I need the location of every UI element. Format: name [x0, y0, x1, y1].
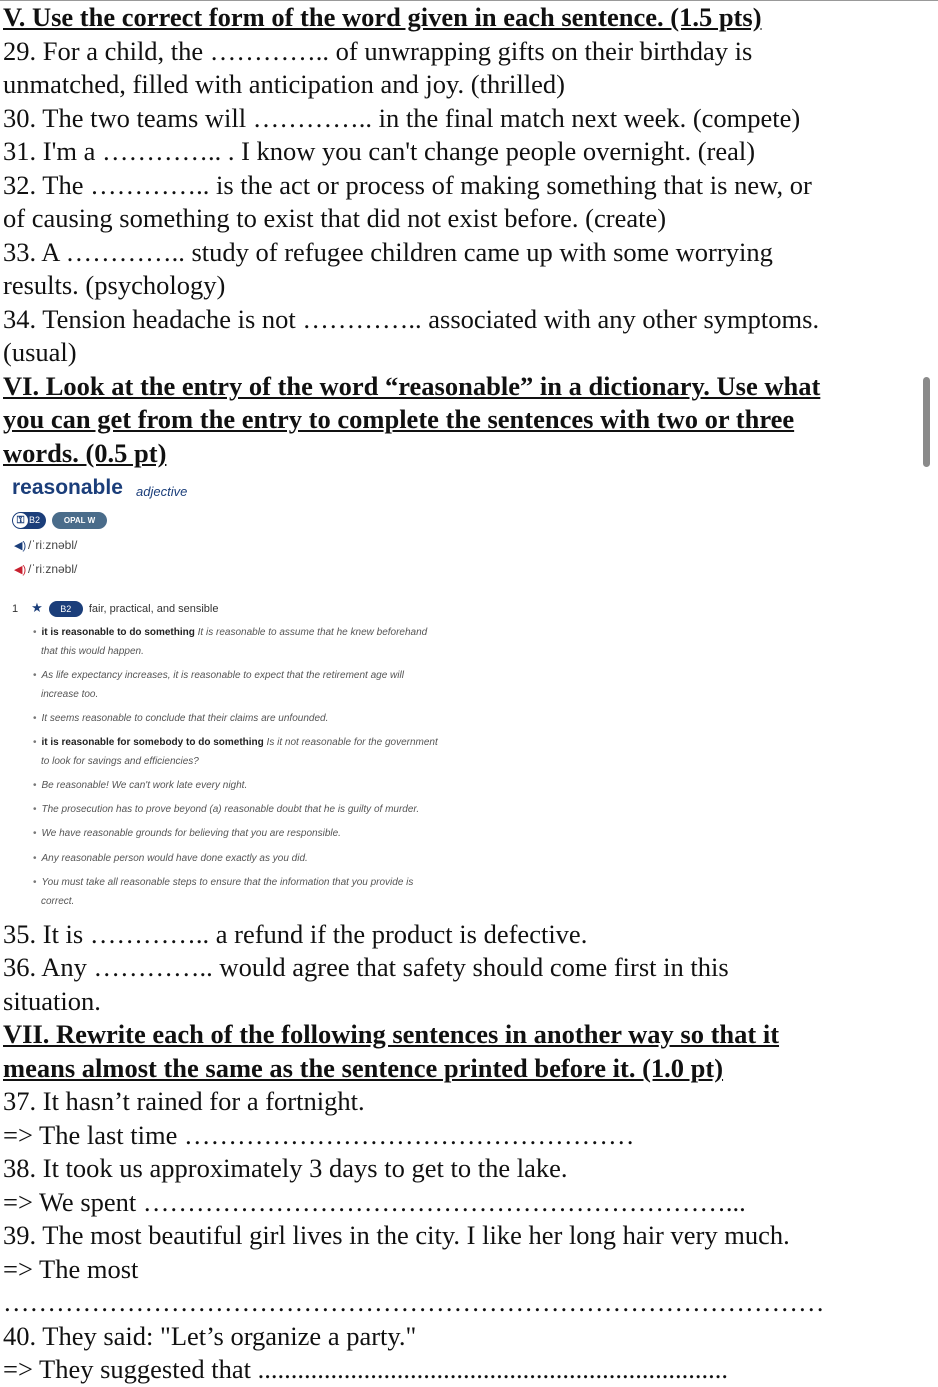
answer-40: => They suggested that .......................................................................: [3, 1354, 728, 1384]
example-line: [41, 893, 501, 911]
bullet-icon: •: [33, 877, 37, 888]
scrollbar[interactable]: [923, 377, 930, 467]
part-of-speech: adjective: [136, 484, 188, 499]
star-icon: ★: [31, 600, 43, 615]
example-line: [33, 667, 493, 685]
question-29-line-2: unmatched, filled with anticipation and joy. (thrilled): [3, 69, 565, 99]
bullet-icon: •: [33, 780, 37, 791]
example-text: The prosecution has to prove beyond (a) reasonable doubt that he is guilty of murder.: [41, 804, 420, 815]
answer-37: => The last time ……………………………………………: [3, 1120, 635, 1150]
pronunciation-uk-text: /ˈriːznəbl/: [28, 538, 78, 552]
question-33-line-2: results. (psychology): [3, 270, 226, 300]
question-36-line-1: 36. Any ………….. would agree that safety should come first in this: [3, 952, 729, 982]
example-line: [33, 777, 493, 795]
bullet-icon: •: [33, 853, 37, 864]
example-text: to look for savings and efficiencies?: [41, 756, 199, 767]
speaker-icon[interactable]: ◀): [14, 564, 27, 576]
answer-39-start: => The most: [3, 1254, 139, 1284]
example-text: It seems reasonable to conclude that their claims are unfounded.: [41, 713, 329, 724]
pronunciation-us-text: /ˈriːznəbl/: [28, 562, 78, 576]
example-text: Is it not reasonable for the government: [263, 737, 438, 748]
example-line: [41, 643, 501, 661]
section-7-heading-line-2: means almost the same as the sentence printed before it. (1.0 pt): [3, 1053, 724, 1083]
example-pattern: it is reasonable to do something: [41, 627, 195, 638]
bullet-icon: •: [33, 713, 37, 724]
example-line: [41, 686, 501, 704]
question-34-line-1: 34. Tension headache is not ………….. associated with any other symptoms.: [3, 304, 820, 334]
example-text: We have reasonable grounds for believing that you are responsible.: [41, 828, 341, 839]
example-pattern: it is reasonable for somebody to do something: [41, 737, 264, 748]
question-37: 37. It hasn’t rained for a fortnight.: [3, 1086, 365, 1116]
question-30: 30. The two teams will ………….. in the final match next week. (compete): [3, 103, 801, 133]
question-34-line-2: (usual): [3, 337, 77, 367]
oxford-level-badge: [12, 512, 46, 529]
example-line: [33, 624, 493, 642]
example-line: [33, 734, 493, 752]
sense-definition: fair, practical, and sensible: [88, 603, 219, 615]
key-icon: ⚿: [13, 513, 28, 528]
bullet-icon: •: [33, 737, 37, 748]
sense-number: 1: [12, 603, 19, 615]
section-6-heading-line-2: you can get from the entry to complete the sentences with two or three: [3, 404, 795, 434]
question-32-line-2: of causing something to exist that did not exist before. (create): [3, 203, 667, 233]
dictionary-entry: [0, 470, 938, 910]
example-line: [33, 850, 493, 868]
question-33-line-1: 33. A ………….. study of refugee children came up with some worrying: [3, 237, 773, 267]
sense-1: [12, 600, 218, 617]
example-line: [33, 825, 493, 843]
bullet-icon: •: [33, 627, 37, 638]
example-text: correct.: [41, 896, 75, 907]
speaker-icon[interactable]: ◀): [14, 540, 27, 552]
example-text: Be reasonable! We can't work late every night.: [41, 780, 248, 791]
section-6-heading-line-1: VI. Look at the entry of the word “reasonable” in a dictionary. Use what: [3, 371, 821, 401]
example-line: [41, 753, 501, 771]
section-5-heading: V. Use the correct form of the word given in each sentence. (1.5 pts): [3, 2, 762, 32]
example-line: [33, 710, 493, 728]
example-line: [33, 801, 493, 819]
dictionary-headword: reasonable: [12, 476, 123, 499]
question-31: 31. I'm a ………….. . I know you can't change people overnight. (real): [3, 136, 756, 166]
bullet-icon: •: [33, 828, 37, 839]
example-text: that this would happen.: [41, 646, 144, 657]
pronunciation-uk[interactable]: [14, 538, 77, 552]
sense-level-badge: B2: [49, 601, 83, 617]
question-36-line-2: situation.: [3, 986, 101, 1016]
question-29-line-1: 29. For a child, the ………….. of unwrapping gifts on their birthday is: [3, 36, 753, 66]
opal-badge: OPAL W: [52, 512, 107, 529]
answer-39-dots: …………………………………………………………………………………: [3, 1287, 825, 1317]
example-text: As life expectancy increases, it is reasonable to expect that the retirement age will: [41, 670, 404, 681]
section-7-heading-line-1: VII. Rewrite each of the following sentences in another way so that it: [3, 1019, 780, 1049]
question-38: 38. It took us approximately 3 days to get to the lake.: [3, 1153, 568, 1183]
section-6-heading-line-3: words. (0.5 pt): [3, 438, 167, 468]
question-35: 35. It is ………….. a refund if the product is defective.: [3, 919, 588, 949]
question-40: 40. They said: "Let’s organize a party.": [3, 1321, 417, 1351]
example-text: Any reasonable person would have done exactly as you did.: [41, 853, 308, 864]
question-39: 39. The most beautiful girl lives in the city. I like her long hair very much.: [3, 1220, 790, 1250]
example-text: increase too.: [41, 689, 99, 700]
example-line: [33, 874, 493, 892]
bullet-icon: •: [33, 804, 37, 815]
example-text: You must take all reasonable steps to ensure that the information that you provide is: [41, 877, 414, 888]
bullet-icon: •: [33, 670, 37, 681]
answer-38: => We spent …………………………………………………………...: [3, 1187, 746, 1217]
question-32-line-1: 32. The ………….. is the act or process of making something that is new, or: [3, 170, 812, 200]
level-badge-label: B2: [29, 515, 41, 525]
pronunciation-us[interactable]: [14, 562, 77, 576]
example-text: It is reasonable to assume that he knew beforehand: [194, 627, 428, 638]
